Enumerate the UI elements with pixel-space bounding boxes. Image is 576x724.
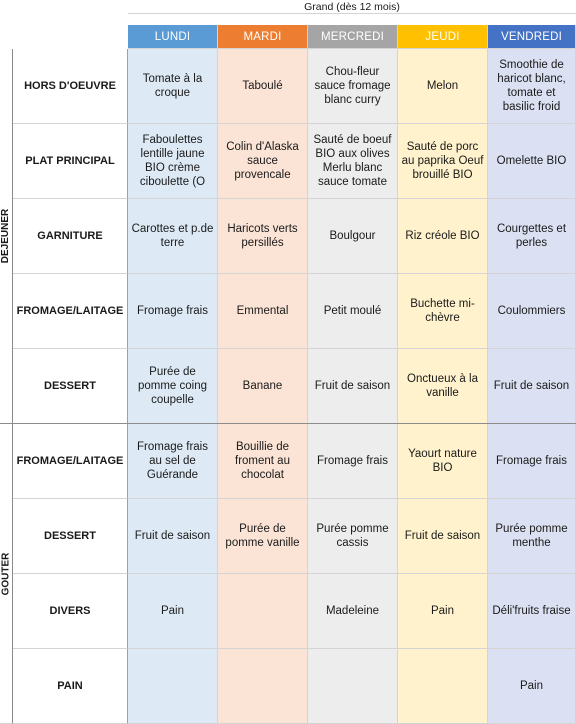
section-label-text: DEJEUNER bbox=[0, 208, 11, 264]
menu-cell-lundi[interactable]: Tomate à la croque bbox=[128, 49, 218, 124]
menu-cell-mardi[interactable]: Banane bbox=[218, 349, 308, 424]
menu-cell-mercredi[interactable]: Fruit de saison bbox=[308, 349, 398, 424]
menu-cell-vendredi[interactable]: Pain bbox=[488, 649, 576, 724]
menu-cell-lundi[interactable]: Fromage frais au sel de Guérande bbox=[128, 424, 218, 499]
menu-cell-lundi[interactable]: Pain bbox=[128, 574, 218, 649]
menu-cell-vendredi[interactable]: Coulommiers bbox=[488, 274, 576, 349]
menu-cell-mercredi[interactable]: Purée pomme cassis bbox=[308, 499, 398, 574]
row-label: PLAT PRINCIPAL bbox=[13, 124, 128, 199]
section-label-text: GOUTER bbox=[0, 552, 11, 595]
menu-cell-jeudi[interactable]: Melon bbox=[398, 49, 488, 124]
menu-cell-mardi[interactable]: Bouillie de froment au chocolat bbox=[218, 424, 308, 499]
menu-cell-mardi[interactable]: Purée de pomme vanille bbox=[218, 499, 308, 574]
menu-cell-vendredi[interactable]: Purée pomme menthe bbox=[488, 499, 576, 574]
menu-cell-jeudi[interactable]: Buchette mi-chèvre bbox=[398, 274, 488, 349]
menu-cell-mercredi[interactable]: Boulgour bbox=[308, 199, 398, 274]
menu-cell-jeudi[interactable]: Onctueux à la vanille bbox=[398, 349, 488, 424]
menu-cell-vendredi[interactable]: Fruit de saison bbox=[488, 349, 576, 424]
row-label: FROMAGE/LAITAGE bbox=[13, 274, 128, 349]
day-header-lundi: LUNDI bbox=[128, 25, 218, 49]
section-label-dejeuner bbox=[0, 49, 13, 424]
row-label: GARNITURE bbox=[13, 199, 128, 274]
menu-cell-mercredi[interactable]: Madeleine bbox=[308, 574, 398, 649]
menu-cell-mardi[interactable] bbox=[218, 574, 308, 649]
sheet-title: Grand (dès 12 mois) bbox=[128, 0, 576, 14]
menu-cell-jeudi[interactable]: Pain bbox=[398, 574, 488, 649]
day-header-mardi: MARDI bbox=[218, 25, 308, 49]
menu-cell-lundi[interactable] bbox=[128, 649, 218, 724]
menu-cell-jeudi[interactable] bbox=[398, 649, 488, 724]
row-label: FROMAGE/LAITAGE bbox=[13, 424, 128, 499]
row-label: DESSERT bbox=[13, 349, 128, 424]
menu-cell-vendredi[interactable]: Fromage frais bbox=[488, 424, 576, 499]
menu-cell-lundi[interactable]: Faboulettes lentille jaune BIO crème ciboulette (O bbox=[128, 124, 218, 199]
menu-cell-mardi[interactable]: Haricots verts persillés bbox=[218, 199, 308, 274]
row-label: HORS D'OEUVRE bbox=[13, 49, 128, 124]
menu-cell-mercredi[interactable]: Sauté de boeuf BIO aux olives Merlu blanc sauce tomate bbox=[308, 124, 398, 199]
row-label: DESSERT bbox=[13, 499, 128, 574]
menu-cell-vendredi[interactable]: Déli'fruits fraise bbox=[488, 574, 576, 649]
day-header-mercredi: MERCREDI bbox=[308, 25, 398, 49]
menu-cell-mercredi[interactable] bbox=[308, 649, 398, 724]
section-divider bbox=[0, 423, 576, 424]
menu-cell-mercredi[interactable]: Petit moulé bbox=[308, 274, 398, 349]
menu-cell-mardi[interactable]: Colin d'Alaska sauce provencale bbox=[218, 124, 308, 199]
row-label: DIVERS bbox=[13, 574, 128, 649]
menu-cell-lundi[interactable]: Purée de pomme coing coupelle bbox=[128, 349, 218, 424]
day-header-jeudi: JEUDI bbox=[398, 25, 488, 49]
menu-cell-mardi[interactable]: Taboulé bbox=[218, 49, 308, 124]
day-header-vendredi: VENDREDI bbox=[488, 25, 576, 49]
menu-cell-jeudi[interactable]: Yaourt nature BIO bbox=[398, 424, 488, 499]
menu-cell-vendredi[interactable]: Courgettes et perles bbox=[488, 199, 576, 274]
menu-cell-jeudi[interactable]: Sauté de porc au paprika Oeuf brouillé BIO bbox=[398, 124, 488, 199]
menu-cell-mardi[interactable] bbox=[218, 649, 308, 724]
menu-cell-lundi[interactable]: Fruit de saison bbox=[128, 499, 218, 574]
menu-cell-jeudi[interactable]: Riz créole BIO bbox=[398, 199, 488, 274]
menu-cell-jeudi[interactable]: Fruit de saison bbox=[398, 499, 488, 574]
section-label-gouter bbox=[0, 424, 13, 724]
menu-cell-lundi[interactable]: Fromage frais bbox=[128, 274, 218, 349]
menu-cell-vendredi[interactable]: Omelette BIO bbox=[488, 124, 576, 199]
menu-cell-mardi[interactable]: Emmental bbox=[218, 274, 308, 349]
menu-cell-vendredi[interactable]: Smoothie de haricot blanc, tomate et basilic froid bbox=[488, 49, 576, 124]
menu-cell-mercredi[interactable]: Fromage frais bbox=[308, 424, 398, 499]
menu-cell-lundi[interactable]: Carottes et p.de terre bbox=[128, 199, 218, 274]
row-label: PAIN bbox=[13, 649, 128, 724]
menu-cell-mercredi[interactable]: Chou-fleur sauce fromage blanc curry bbox=[308, 49, 398, 124]
